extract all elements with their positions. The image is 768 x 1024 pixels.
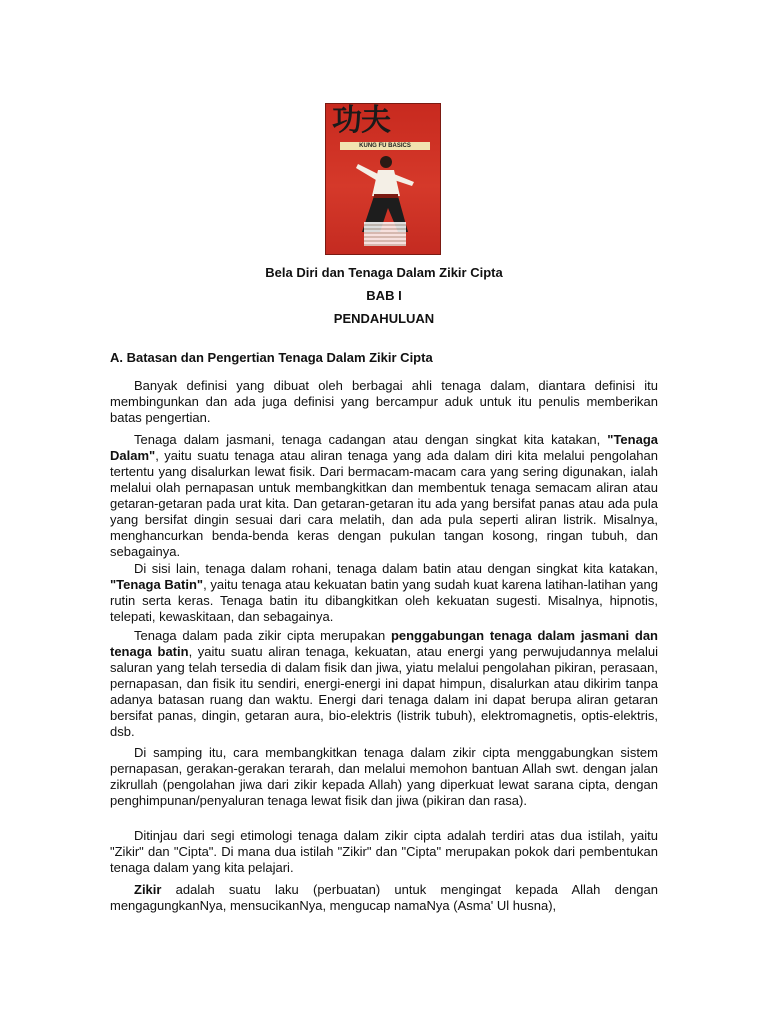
term-tenaga-dalam: "Tenaga Dalam" (110, 432, 658, 463)
paragraph-7-text-b: adalah suatu laku (perbuatan) untuk mengingat kepada Allah dengan mengagungkanNya, mensucikanNya, mengucap namaNya (Asma' Ul husna), (110, 882, 658, 913)
paragraph-2-text-c: , yaitu suatu tenaga atau aliran tenaga yang ada dalam diri kita melalui pengolahan tertentu yang disalurkan lewat fisik. Dari bermacam-macam cara yang sering digunakan, ialah melalui olah pernapasan untuk membangkitkan dan membentuk tenaga semacam aliran atau getaran-getaran pada urat kita. Dan getaran-getaran itu ada yang bersifat panas atau ada pula yang bersifat dingin sesuai dari cara melatih, dan ada pula seperti aliran listrik. Misalnya, menghancurkan benda-benda keras dengan pukulan tangan kosong, ringan tubuh, dan sebagainya. (110, 448, 658, 559)
term-tenaga-batin: "Tenaga Batin" (110, 577, 204, 592)
paragraph-5: Di samping itu, cara membangkitkan tenaga dalam zikir cipta menggabungkan sistem pernapasan, gerakan-gerakan terarah, dan melalui memohon bantuan Allah swt. dengan jalan zikrullah (pengolahan jiwa dari zikir kepada Allah) yang diperkuat lewat sarana cipta, dengan penghimpunan/penyaluran tenaga lewat fisik dan jiwa (pikiran dan rasa). (110, 745, 658, 808)
document-title: Bela Diri dan Tenaga Dalam Zikir Cipta (265, 265, 503, 280)
paragraph-7 (110, 882, 658, 914)
paragraph-4 (110, 628, 658, 740)
cover-title: 功夫 (332, 103, 390, 138)
chapter-number: BAB I (366, 288, 402, 303)
paragraph-2-text-a: Tenaga dalam jasmani, tenaga cadangan atau dengan singkat kita katakan, (134, 432, 608, 447)
term-zikir: Zikir (134, 882, 162, 897)
section-title: A. Batasan dan Pengertian Tenaga Dalam Zikir Cipta (110, 350, 433, 365)
paragraph-2 (110, 432, 658, 560)
term-penggabungan: penggabungan tenaga dalam jasmani dan tenaga batin (110, 628, 658, 659)
chapter-title: PENDAHULUAN (333, 311, 435, 326)
paragraph-4-text-c: , yaitu suatu aliran tenaga, kekuatan, atau energi yang perwujudannya melalui saluran yang telah tersedia di dalam fisik dan jiwa, yiatu melalui pengolahan pikiran, perasaan, pernapasan, dan fisik itu sendiri, energi-energi ini dapat himpun, disalurkan atau dikirim tanpa adanya batasan ruang dan waktu. Energi dari tenaga dalam ini dapat berupa aliran getaran bersifat panas, dingin, getaran aura, bio-elektris (listrik tubuh), elektromagnetis, optis-elektris, dsb. (110, 644, 658, 739)
paragraph-3-text-a: Di sisi lain, tenaga dalam rohani, tenaga dalam batin atau dengan singkat kita katakan, (134, 561, 658, 576)
book-cover-image (325, 103, 441, 255)
paragraph-6: Ditinjau dari segi etimologi tenaga dalam zikir cipta adalah terdiri atas dua istilah, yaitu "Zikir" dan "Cipta". Di mana dua istilah "Zikir" dan "Cipta" merupakan pokok dari pembentukan tenaga dalam yang kita pelajari. (110, 828, 658, 875)
paragraph-3 (110, 561, 658, 625)
cover-blurb (364, 222, 406, 246)
paragraph-1: Banyak definisi yang dibuat oleh berbagai ahli tenaga dalam, diantara definisi itu membingunkan dan ada juga definisi yang bercampur aduk untuk itu penulis memberikan batas pengertian. (110, 378, 658, 425)
cover-subtitle: KUNG FU BASICS (340, 142, 430, 150)
paragraph-3-text-c: , yaitu tenaga atau kekuatan batin yang sudah kuat karena latihan-latihan yang rutin serta keras. Tenaga batin itu dibangkitkan oleh kekuatan sugesti. Misalnya, hipnotis, telepati, kewaskitaan, dan sebagainya. (110, 577, 658, 624)
paragraph-4-text-a: Tenaga dalam pada zikir cipta merupakan (134, 628, 391, 643)
